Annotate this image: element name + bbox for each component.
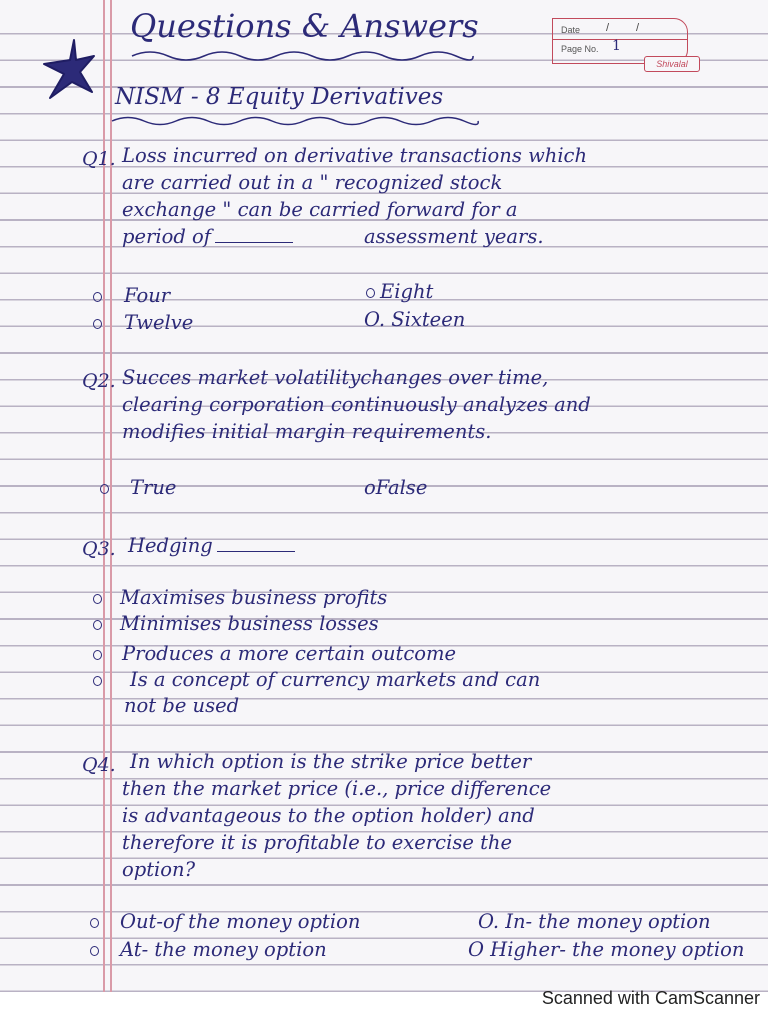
- option-text: O Higher- the money option: [468, 938, 745, 961]
- question-line: is advantageous to the option holder) and: [122, 804, 535, 827]
- option-text: not be used: [124, 694, 240, 717]
- question-line-part: period of: [122, 225, 211, 248]
- option-bullet-icon: [100, 484, 109, 494]
- question-line: Succes market volatilitychanges over time,: [122, 366, 549, 389]
- option-text: Out-of the money option: [120, 910, 361, 933]
- page-no-value: 1: [612, 38, 621, 54]
- date-slash-2: /: [636, 22, 640, 34]
- option-text: Minimises business losses: [120, 612, 379, 635]
- option-bullet-icon: [90, 946, 99, 956]
- question-line: [122, 227, 293, 247]
- option-text: At- the money option: [120, 938, 327, 961]
- question-number: Q4.: [82, 754, 116, 776]
- question-line-part: Hedging: [128, 534, 213, 557]
- date-label: Date: [561, 25, 581, 35]
- option-bullet-icon: [93, 319, 102, 329]
- page-no-label: Page No.: [561, 44, 599, 54]
- option-text: O. In- the money option: [478, 910, 711, 933]
- option-bullet-icon: [93, 650, 102, 660]
- option-text: Twelve: [124, 311, 194, 334]
- question-line: Loss incurred on derivative transactions which: [122, 144, 588, 167]
- question-line: [128, 536, 295, 556]
- question-number: Q1.: [82, 148, 116, 170]
- option-text: Is a concept of currency markets and can: [130, 668, 541, 691]
- option-text: True: [130, 476, 177, 499]
- page-title: Questions & Answers: [130, 7, 479, 45]
- subtitle-underline: [110, 114, 480, 128]
- option-text: O. Sixteen: [364, 308, 466, 331]
- title-underline: [130, 48, 475, 62]
- question-line: modifies initial margin requirements.: [122, 420, 492, 443]
- option-bullet-icon: [93, 594, 102, 604]
- option-bullet-icon: [90, 918, 99, 928]
- option-text: Four: [124, 284, 171, 307]
- scanner-watermark: Scanned with CamScanner: [541, 988, 760, 1008]
- option-bullet-icon: [93, 620, 102, 630]
- option-text: Eight: [380, 280, 434, 303]
- brand-logo: Shivalal: [644, 56, 700, 72]
- question-line: assessment years.: [364, 225, 544, 248]
- answer-blank: [217, 537, 295, 552]
- answer-blank: [215, 228, 293, 243]
- option-text: Produces a more certain outcome: [122, 642, 457, 665]
- date-slash-1: /: [606, 22, 610, 34]
- option-bullet-icon: [93, 292, 102, 302]
- question-line: exchange " can be carried forward for a: [122, 198, 518, 221]
- question-line: are carried out in a " recognized stock: [122, 171, 503, 194]
- option-bullet-icon: [366, 288, 375, 298]
- option-text: Maximises business profits: [120, 586, 388, 609]
- option-text: oFalse: [364, 476, 428, 499]
- question-line: therefore it is profitable to exercise the: [122, 831, 513, 854]
- question-number: Q2.: [82, 370, 116, 392]
- question-line: then the market price (i.e., price difference: [122, 777, 552, 800]
- question-line: clearing corporation continuously analyzes and: [122, 393, 591, 416]
- question-line: In which option is the strike price better: [130, 750, 532, 773]
- question-number: Q3.: [82, 538, 116, 560]
- question-line: option?: [122, 858, 196, 881]
- option-bullet-icon: [93, 676, 102, 686]
- star-doodle-icon: [40, 38, 96, 100]
- subtitle: NISM - 8 Equity Derivatives: [115, 84, 444, 110]
